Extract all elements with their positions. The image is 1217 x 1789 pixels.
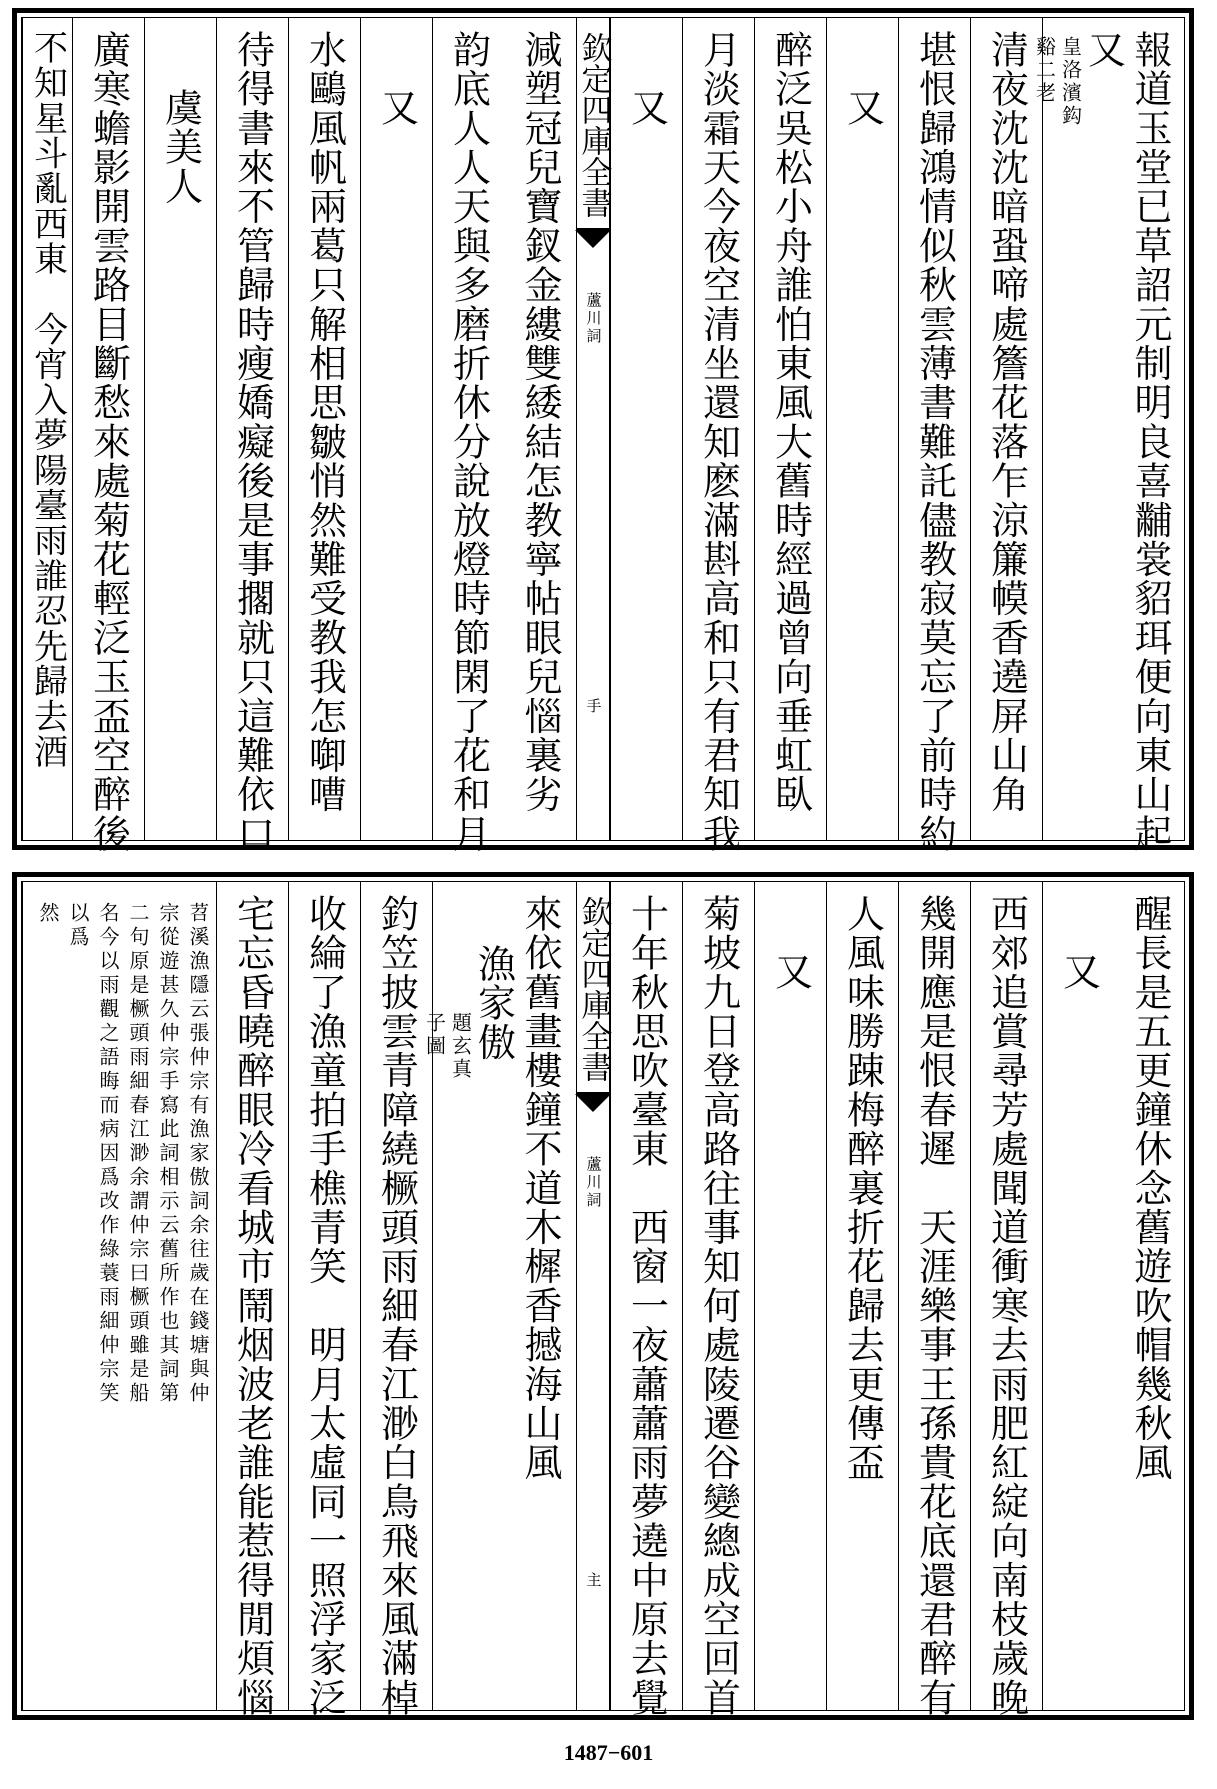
page-number: 主	[584, 1572, 603, 1587]
text-column	[72, 18, 144, 854]
text-column	[22, 18, 72, 840]
column-text: 收綸了漁童拍手樵青笑 明月太虛同一照浮家泛	[302, 894, 347, 1718]
column-text: 待得書來不管歸時瘦嬌癡後是事擱就只這難依口	[230, 30, 275, 854]
text-column	[216, 882, 288, 1718]
text-column	[682, 18, 754, 854]
column-text: 減塑冠兒寶釵金縷雙緌結怎教寧帖眼兒惱裏劣	[518, 30, 562, 814]
text-column	[826, 18, 898, 840]
section-heading: 又	[1056, 952, 1101, 992]
section-heading: 虞美人	[158, 88, 203, 206]
text-column	[610, 882, 682, 1718]
top-page	[12, 8, 1194, 854]
fishtail-mark	[577, 1092, 609, 1116]
text-column	[432, 18, 504, 854]
bottom-page-frame	[21, 881, 1185, 1718]
section-heading: 漁家傲	[471, 944, 516, 1062]
text-column	[898, 18, 970, 854]
column-text: 月淡霜天今夜空清坐還知麽滿斟高和只有君知我	[696, 30, 741, 854]
section-heading: 又	[840, 88, 885, 128]
commentary-line: 苕溪漁隱云張仲宗有漁家傲詞余往歲在錢塘與仲	[186, 902, 210, 1406]
section-heading: 又	[1081, 30, 1126, 70]
book-name: 蘆川詞	[584, 292, 603, 346]
top-page-frame	[21, 17, 1185, 854]
page-number: 手	[584, 698, 603, 713]
section-heading: 又	[624, 88, 669, 128]
column-text: 菊坡九日登高路往事知何處陵遷谷變總成空回首	[696, 894, 741, 1718]
commentary-line: 名今以雨觀之語晦而病因爲改作綠蓑雨細仲宗笑	[96, 902, 120, 1406]
annotation-line: 子圖	[422, 1012, 447, 1058]
annotation-line: 皇洛濱鈎	[1058, 36, 1083, 128]
column-text: 人風味勝踈梅醉裏折花歸去更傳盃	[840, 894, 885, 1482]
text-column	[216, 18, 288, 854]
page-footer-number: 1487−601	[563, 1740, 654, 1765]
text-column	[1114, 18, 1186, 854]
commentary-line: 以爲	[66, 902, 90, 950]
column-text: 不知星斗亂西東 今宵入夢陽臺雨誰忍先歸去酒	[27, 30, 68, 770]
column-text: 韵底人人天與多磨折休分說放燈時節閑了花和月	[446, 30, 491, 854]
commentary-line: 宗從遊甚久仲宗手寫此詞相示云舊所作也其詞第	[156, 902, 180, 1406]
text-column	[288, 882, 360, 1718]
banner-title: 欽定四庫全書	[575, 32, 612, 218]
column-text: 堪恨歸鴻情似秋雲薄書難託儘教寂莫忘了前時約	[912, 30, 957, 854]
annotation-line: 谿二老	[1032, 36, 1057, 105]
text-column	[610, 18, 682, 840]
text-column	[360, 18, 432, 840]
column-text: 釣笠披雲青障繞橛頭雨細春江渺白鳥飛來風滿棹	[374, 894, 419, 1718]
text-column	[754, 882, 826, 1710]
column-text: 西郊追賞尋芳處聞道衝寒去雨肥紅綻向南枝歲晚	[984, 894, 1029, 1718]
text-column	[504, 18, 576, 840]
commentary-line: 然	[36, 902, 60, 926]
section-heading: 又	[374, 88, 419, 128]
commentary-block	[22, 882, 216, 1710]
fishtail-mark	[577, 228, 609, 252]
column-text: 十年秋思吹臺東 西窗一夜蕭蕭雨夢遶中原去覺	[624, 894, 669, 1718]
commentary-line: 二句原是橛頭雨細春江渺余謂仲宗曰橛頭雖是船	[126, 902, 150, 1406]
column-text: 宅忘昏曉醉眼冷看城市鬧烟波老誰能惹得閒煩惱	[230, 894, 275, 1718]
text-column	[144, 18, 216, 840]
annotation-line: 題玄真	[448, 1012, 473, 1081]
text-column	[970, 882, 1042, 1718]
text-column	[288, 18, 360, 840]
column-text: 水鷗風帆兩葛只解相思皺悄然難受教我怎啣嘈	[302, 30, 347, 814]
section-heading: 又	[768, 952, 813, 992]
column-text: 廣寒蟾影開雲路目斷愁來處菊花輕泛玉盃空醉後	[86, 30, 131, 854]
commentary-columns	[38, 882, 216, 1710]
column-text: 清夜沈沈暗蛩啼處簷花落乍涼簾幙香遶屏山角	[984, 30, 1029, 814]
banner-title: 欽定四庫全書	[575, 896, 612, 1082]
text-column	[1114, 882, 1186, 1710]
text-column	[682, 882, 754, 1718]
fold-margin	[576, 18, 610, 840]
fold-margin	[576, 882, 610, 1710]
text-column	[422, 882, 516, 1710]
text-column	[1032, 18, 1126, 840]
text-column	[970, 18, 1042, 840]
text-column	[1042, 882, 1114, 1710]
column-text: 來依舊畫樓鐘不道木樨香撼海山風	[518, 894, 562, 1482]
bottom-page	[12, 872, 1194, 1720]
column-text: 報道玉堂已草詔元制明良喜黼裳貂珥便向東山起	[1128, 30, 1172, 854]
column-text: 幾開應是恨春遲 天涯樂事王孫貴花底還君醉有	[912, 894, 957, 1718]
text-column	[898, 882, 970, 1718]
column-text: 醒長是五更鐘休念舊遊吹帽幾秋風	[1128, 894, 1172, 1482]
column-text: 醉泛吳松小舟誰怕東風大舊時經過曾向垂虹臥	[768, 30, 813, 814]
text-column	[826, 882, 898, 1710]
text-column	[360, 882, 432, 1718]
book-name: 蘆川詞	[584, 1156, 603, 1210]
text-column	[754, 18, 826, 840]
